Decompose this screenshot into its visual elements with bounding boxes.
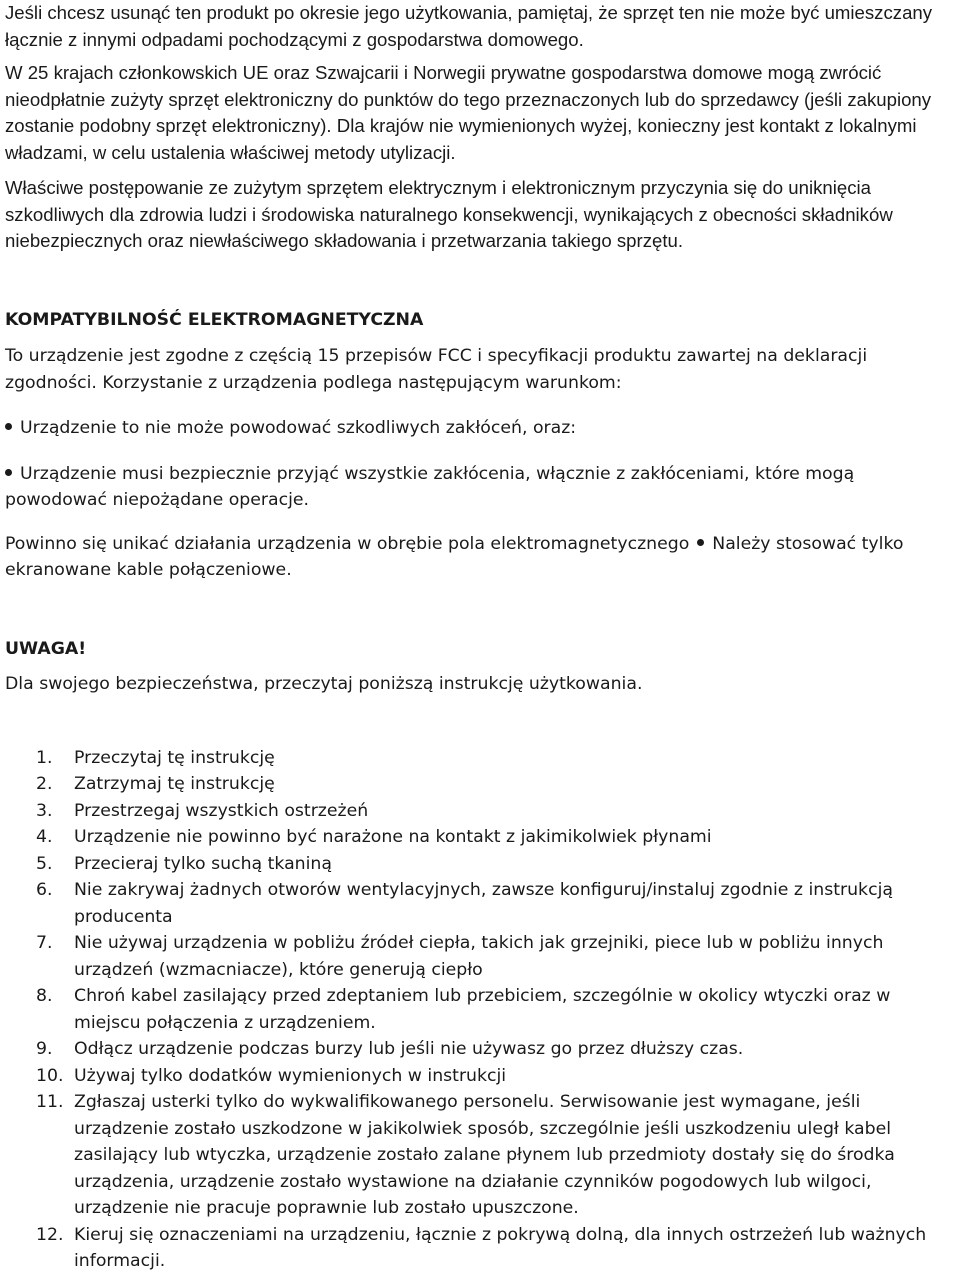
bullet-icon (5, 469, 12, 476)
list-item-number: 3. (36, 800, 53, 821)
list-item-number: 1. (36, 747, 53, 768)
list-item-number: 11. (36, 1092, 64, 1112)
list-item-number: 12. (36, 1224, 64, 1245)
list-item-text: Przestrzegaj wszystkich ostrzeżeń (74, 800, 369, 821)
disposal-intro-paragraph: Jeśli chcesz usunąć ten produkt po okresie jego użytkowania, pamiętaj, że sprzęt ten nie może być umieszczany łącznie z innymi odpadami pochodzącymi z gospodarstwa domowego. (5, 2, 933, 50)
list-item (5, 824, 954, 851)
list-item-text: Urządzenie nie powinno być narażone na kontakt z jakimikolwiek płynami (74, 827, 712, 847)
list-item (5, 745, 954, 772)
list-item-text: Odłącz urządzenie podczas burzy lub jeśli nie używasz go przez dłuższy czas. (74, 1039, 744, 1059)
list-item-text: Przeczytaj tę instrukcję (74, 747, 275, 768)
list-item (5, 877, 954, 930)
emc-note-part2: Należy stosować tylko ekranowane kable połączeniowe. (5, 533, 904, 580)
eu-countries-paragraph: W 25 krajach członkowskich UE oraz Szwajcarii i Norwegii prywatne gospodarstwa domowe mogą zwrócić nieodpłatnie zużyty sprzęt elektroniczny do punktów do tego przeznaczonych lub do sprzedawcy (jeśli zakupiony zostanie podobny sprzęt elektroniczny). Dla krajów nie wymienionych wyżej, konieczny jest kontakt z lokalnymi władzami, w celu ustalenia właściwej metody utylizacji. (5, 62, 932, 163)
emc-bullet-text: Urządzenie musi bezpiecznie przyjąć wszystkie zakłócenia, włącznie z zakłóceniami, które mogą powodować niepożądane operacje. (5, 463, 855, 510)
list-item-text: Nie używaj urządzenia w pobliżu źródeł ciepła, takich jak grzejniki, piece lub w pobliżu innych urządzeń (wzmacniacze), które generują ciepło (74, 933, 884, 980)
list-item (5, 771, 954, 798)
emc-intro-paragraph: To urządzenie jest zgodne z częścią 15 przepisów FCC i specyfikacji produktu zawartej na deklaracji zgodności. Korzystanie z urządzenia podlega następującym warunkom: (5, 346, 868, 393)
list-item (5, 1036, 954, 1063)
list-item-number: 2. (36, 774, 53, 794)
list-item-number: 4. (36, 827, 53, 847)
list-item-number: 8. (36, 986, 53, 1006)
list-item (5, 1089, 954, 1222)
warning-intro-paragraph: Dla swojego bezpieczeństwa, przeczytaj poniższą instrukcję użytkowania. (5, 674, 643, 694)
list-item (5, 1063, 954, 1090)
list-item-number: 6. (36, 880, 53, 900)
proper-handling-paragraph: Właściwe postępowanie ze zużytym sprzętem elektrycznym i elektronicznym przyczynia się do uniknięcia szkodliwych dla zdrowia ludzi i środowiska naturalnego konsekwencji, wynikających z obecności składników niebezpiecznych oraz niewłaściwego składowania i przetwarzania takiego sprzętu. (5, 177, 893, 251)
list-item-text: Nie zakrywaj żadnych otworów wentylacyjnych, zawsze konfiguruj/instaluj zgodnie z instrukcją producenta (74, 880, 893, 927)
list-item-text: Zgłaszaj usterki tylko do wykwalifikowanego personelu. Serwisowanie jest wymagane, jeśli urządzenie zostało uszkodzone w jakikolwiek sposób, szczególnie jeśli uszkodzeniu uległ kabel zasilający lub wtyczka, urządzenie zostało zalane płynem lub przedmioty dostały się do środka urządzenia, urządzenie zostało wystawione na działanie czynników pogodowych lub wilgoci, urządzenie nie pracuje poprawnie lub zostało upuszczone. (74, 1092, 895, 1218)
list-item (5, 798, 954, 825)
list-item-text: Kieruj się oznaczeniami na urządzeniu, łącznie z pokrywą dolną, dla innych ostrzeżeń lub ważnych informacji. (74, 1224, 927, 1271)
list-item-text: Przecieraj tylko suchą tkaniną (74, 853, 332, 874)
emc-heading: KOMPATYBILNOŚĆ ELEKTROMAGNETYCZNA (5, 309, 424, 330)
list-item-text: Chroń kabel zasilający przed zdeptaniem lub przebiciem, szczególnie w okolicy wtyczki oraz w miejscu połączenia z urządzeniem. (74, 986, 891, 1033)
list-item-number: 9. (36, 1039, 53, 1059)
emc-bullet-text: Urządzenie to nie może powodować szkodliwych zakłóceń, oraz: (20, 418, 577, 438)
emc-bullet-item (5, 415, 954, 442)
list-item (5, 930, 954, 983)
bullet-icon (5, 423, 12, 430)
emc-note-paragraph (5, 531, 954, 584)
list-item-number: 7. (36, 933, 53, 953)
warning-heading: UWAGA! (5, 638, 87, 659)
list-item-number: 5. (36, 853, 53, 874)
emc-bullet-item (5, 461, 954, 514)
list-item (5, 851, 954, 878)
list-item (5, 983, 954, 1036)
list-item-text: Zatrzymaj tę instrukcję (74, 774, 275, 794)
emc-note-part1: Powinno się unikać działania urządzenia w obrębie pola elektromagnetycznego (5, 533, 690, 554)
safety-instructions-list (5, 745, 954, 1275)
list-item-number: 10. (36, 1065, 64, 1086)
bullet-icon (697, 539, 704, 546)
list-item (5, 1222, 954, 1275)
list-item-text: Używaj tylko dodatków wymienionych w instrukcji (74, 1065, 507, 1086)
